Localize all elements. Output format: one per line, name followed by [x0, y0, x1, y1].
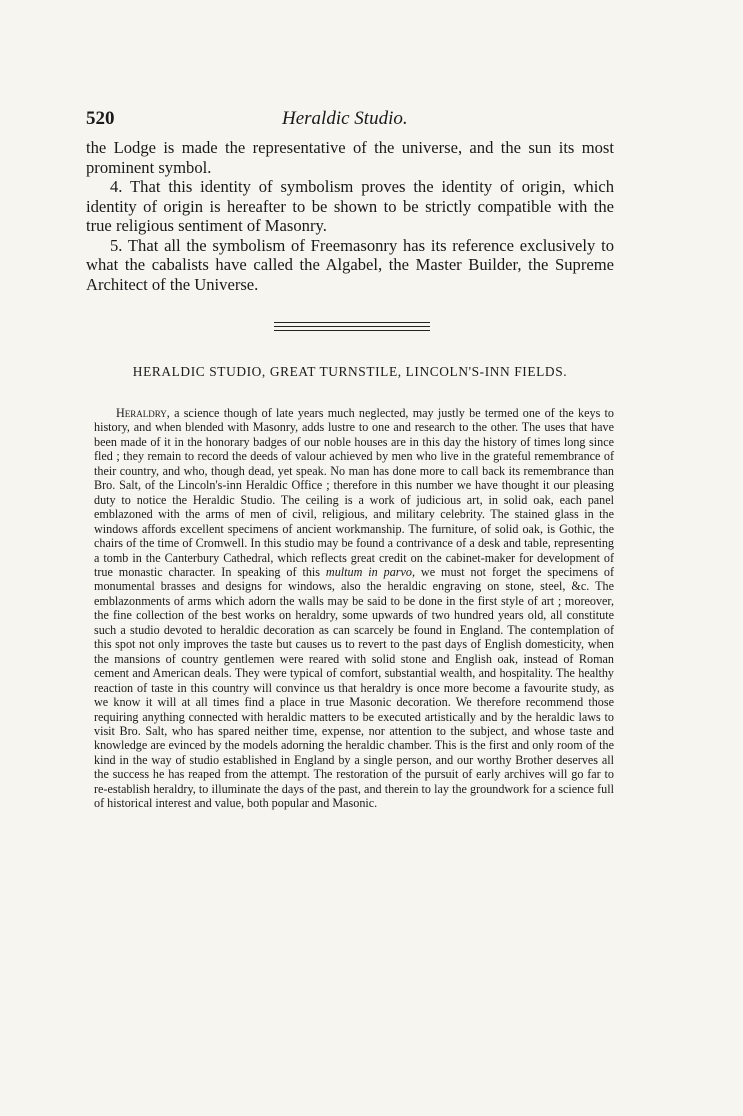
running-head: [86, 108, 614, 138]
separator-rule: [274, 322, 430, 323]
paragraph-point-4: 4. That this identity of symbolism proves the identity of origin, which identity of origin is hereafter to be shown to be strictly compatible with the true religious sentiment of Masonry.: [86, 177, 614, 235]
article-title: HERALDIC STUDIO, GREAT TURNSTILE, LINCOLN'S-INN FIELDS.: [132, 364, 568, 379]
separator-rule: [274, 326, 430, 327]
paragraph-point-5: 5. That all the symbolism of Freemasonry has its reference exclusively to what the cabalists have called the Algabel, the Master Builder, the Supreme Architect of the Universe.: [86, 235, 614, 294]
running-title: Heraldic Studio.: [282, 108, 408, 129]
article-lead-word: Heraldry,: [116, 406, 170, 420]
article-body-part-2: we must not forget the specimens of monumental brasses and designs for windows, also the heraldic engraving on stone, steel, &c. The emblazonments of arms which adorn the walls may be said to be done in the first style of art ; moreover, the fine collection of the best works on heraldry, some upwards of two hundred years old, all constitute such a studio devoted to heraldic decoration as can scarcely be found in England. The contemplation of this spot not only improves the taste but causes us to revert to the past days of English domesticity, when the mansions of country gentlemen were reared with solid stone and English oak, instead of Roman cement and American deals. They were typical of comfort, substantial wealth, and hospitality. The healthy reaction of taste in this country will convince us that heraldry is once more become a favourite study, as we know it will at all times find a place in true Masonic decoration. We therefore recommend those requiring anything connected with heraldic matters to be executed artistically and by the heraldic laws to visit Bro. Salt, who has spared neither time, expense, nor attention to the subject, and whose taste and knowledge are evinced by the models adorning the heraldic chamber. This is the first and only room of the kind in the way of studio established in England by a single person, and our worthy Brother deserves all the success he has reaped from the attempt. The restoration of the pursuit of early archives will go far to re-establish heraldry, to illuminate the days of the past, and therein to lay the groundwork for a science full of historical interest and value, both popular and Masonic.: [94, 564, 615, 811]
section-separator: [274, 322, 430, 334]
paragraph-continuation: the Lodge is made the representative of the universe, and the sun its most prominent symbol.: [86, 138, 614, 177]
separator-rule: [274, 330, 430, 331]
page-number: 520: [86, 108, 115, 129]
journal-page: [86, 108, 615, 811]
latin-phrase: multum in parvo,: [325, 564, 415, 579]
article-body: [94, 406, 614, 811]
article-body-part-1: a science though of late years much neglected, may justly be termed one of the keys to history, and when blended with Masonry, adds lustre to one and research to the other. The uses that have been made of it in the honorary badges of our noble houses are in this day the history of times long since fled ; they remain to record the deeds of valour achieved by men who live in the grateful remembrance of their country, and who, though dead, yet speak. No man has done more to call back its remembrance than Bro. Salt, of the Lincoln's-inn Heraldic Office ; therefore in this number we have thought it our pleasing duty to notice the Heraldic Studio. The ceiling is a work of judicious art, in solid oak, each panel emblazoned with the arms of men of civil, religious, and military celebrity. The stained glass in the windows affords excellent specimens of ancient workmanship. The furniture, of solid oak, is Gothic, the chairs of the time of Cromwell. In this studio may be found a contrivance of a desk and table, representing a tomb in the Canterbury Cathedral, which reflects great credit on the cabinet-maker for development of true monastic character. In speaking of this: [94, 406, 614, 579]
preceding-article-end: [86, 138, 614, 294]
